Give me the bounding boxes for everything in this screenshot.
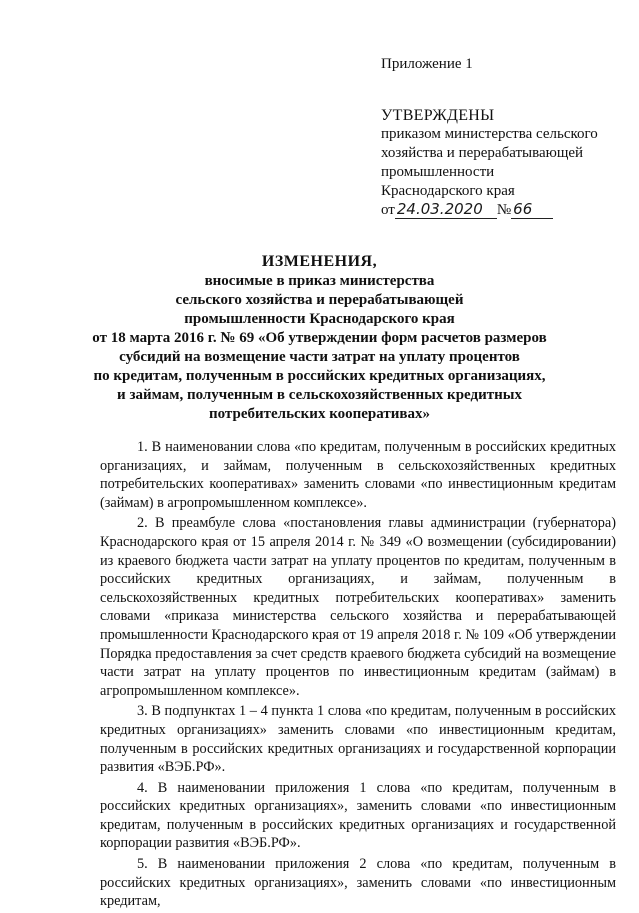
order-date-number [381,201,621,220]
paragraph-2: 2. В преамбуле слова «постановления главы администрации (губернатора) Краснодарского края от 15 апреля 2014 г. № 349 «О возмещении (субсидировании) из краевого бюджета части затрат на уплату процентов по кредитам, полученным в российских кредитных организациях, и займам, полученным в сельскохозяйственных кредитных потребительских кооперативах» заменить словами «приказа министерства сельского хозяйства и перерабатывающей промышленности Краснодарского края от 19 апреля 2018 г. № 109 «Об утверждении Порядка предоставления за счет средств краевого бюджета субсидий на возмещение части затрат на уплату процентов по инвестиционным кредитам (займам) в агропромышленном комплексе». [100,515,616,699]
order-number: 66 [511,201,553,219]
number-label: № [496,202,512,218]
approved-title: УТВЕРЖДЕНЫ [381,107,495,124]
paragraph-3: 3. В подпунктах 1 – 4 пункта 1 слова «по кредитам, полученным в российских кредитных организациях» заменить словами «по инвестиционным кредитам, полученным в российских кредитных организациях и государственной корпорации развития «ВЭБ.РФ». [100,703,616,776]
paragraph-5: 5. В наименовании приложения 2 слова «по кредитам, полученным в российских кредитных организациях», заменить словами «по инвестиционным кредитам, [100,856,616,910]
title-line: потребительских кооперативах» [208,406,430,422]
order-date: 24.03.2020 [395,201,497,219]
approved-line: хозяйства и перерабатывающей [381,145,584,161]
from-label: от [381,202,395,218]
approved-line: приказом министерства сельского [381,126,598,142]
title-line: вносимые в приказ министерства [204,273,435,289]
title-line: субсидий на возмещение части затрат на уплату процентов [119,349,520,365]
title-line: от 18 марта 2016 г. № 69 «Об утверждении форм расчетов размеров [92,330,547,346]
document-body [100,438,616,913]
title-line: промышленности Краснодарского края [184,311,455,327]
title-line: по кредитам, полученным в российских кредитных организациях, [93,368,546,384]
appendix-label: Приложение 1 [381,56,473,72]
title-line: сельского хозяйства и перерабатывающей [175,292,464,308]
title-main: ИЗМЕНЕНИЯ, [261,253,378,270]
approved-line: Краснодарского края [381,183,515,199]
approved-line: промышленности [381,164,495,180]
paragraph-4: 4. В наименовании приложения 1 слова «по кредитам, полученным в российских кредитных организациях», заменить словами «по инвестиционным кредитам, полученным в российских кредитных организациях и государственной корпорации развития «ВЭБ.РФ». [100,779,616,852]
paragraph-1: 1. В наименовании слова «по кредитам, полученным в российских кредитных организациях, и займам, полученным в сельскохозяйственных кредитных потребительских кооперативах» заменить словами «по инвестиционным кредитам (займам) в агропромышленном комплексе». [100,439,616,511]
title-line: и займам, полученным в сельскохозяйственных кредитных [117,387,522,403]
document-title [0,252,639,424]
approval-block [381,106,621,220]
